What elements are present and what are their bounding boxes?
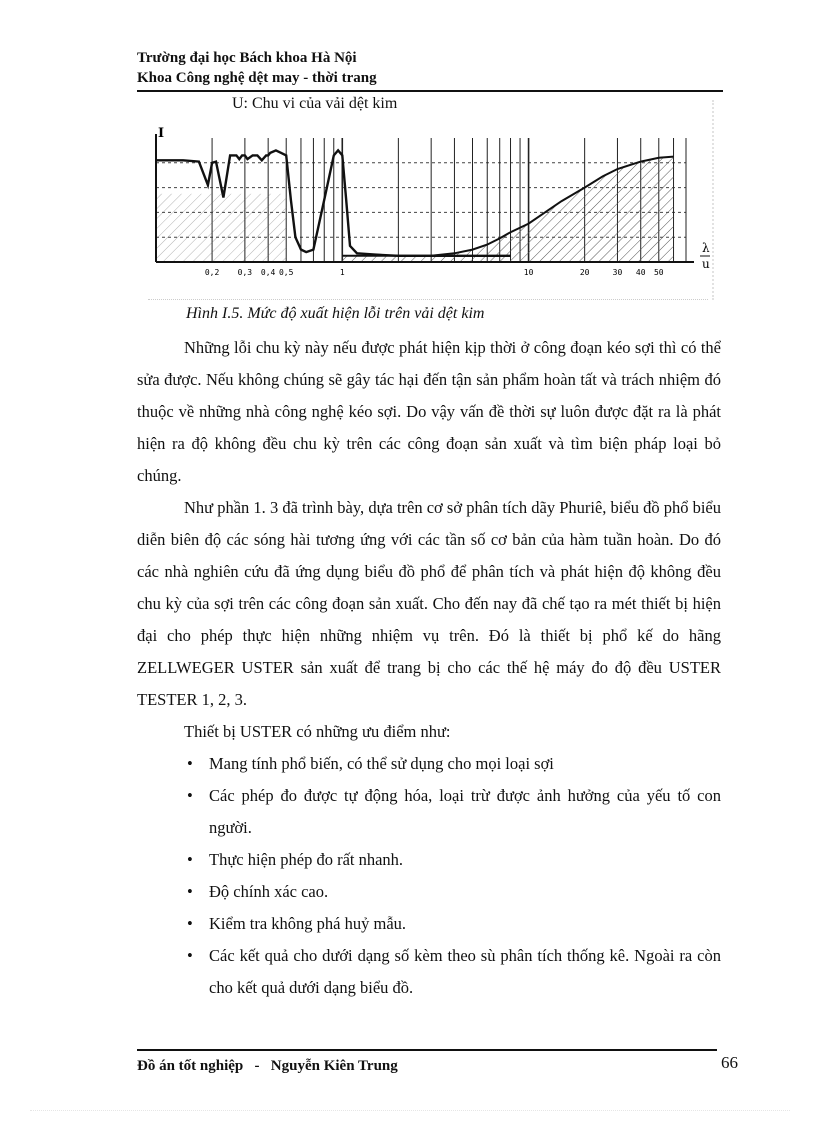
bullet-icon: • [187, 882, 193, 901]
tick-label: 30 [612, 268, 623, 277]
x-axis-label: u [702, 257, 710, 271]
footer-rule [137, 1049, 717, 1051]
scan-margin-noise [712, 100, 724, 300]
list-item: • Độ chính xác cao. [137, 876, 721, 908]
scan-bottom-noise [30, 1110, 790, 1111]
hatched-area [342, 157, 673, 262]
header-university: Trường đại học Bách khoa Hà Nội [137, 50, 357, 66]
page-number: 66 [721, 1053, 738, 1072]
bullet-icon: • [187, 850, 193, 869]
page-header [137, 48, 723, 88]
symbol-definition: U: Chu vi của vải dệt kim [232, 95, 398, 112]
list-item: • Mang tính phổ biến, có thể sử dụng cho mọi loại sợi [137, 748, 721, 780]
tick-label: 50 [653, 268, 664, 277]
list-item: • Thực hiện phép đo rất nhanh. [137, 844, 721, 876]
footer-author: Nguyễn Kiên Trung [270, 1058, 398, 1074]
header-rule [137, 90, 723, 92]
body-text [137, 332, 721, 1004]
tick-label: 20 [579, 268, 590, 277]
uster-intro: Thiết bị USTER có những ưu điểm như: [184, 722, 451, 741]
x-axis-label: λ [702, 241, 710, 255]
footer-separator: - [254, 1058, 260, 1074]
figure-chart [150, 126, 710, 286]
bullet-icon: • [187, 786, 193, 805]
list-item: • Các phép đo được tự động hóa, loại trừ được ảnh hưởng của yếu tố con người. [137, 780, 721, 844]
hatched-area [156, 194, 286, 262]
tick-label: 40 [635, 268, 646, 277]
spectrogram-chart [150, 126, 710, 286]
tick-label: 1 [339, 268, 345, 277]
tick-label: 0,4 [260, 268, 276, 277]
tick-label: 0,2 [204, 268, 220, 277]
advantages-list [137, 748, 721, 1004]
bullet-icon: • [187, 754, 193, 773]
paragraph-1: Những lỗi chu kỳ này nếu được phát hiện kịp thời ở công đoạn kéo sợi thì có thể sửa được. Nếu không chúng sẽ gây tác hại đến tận sản phẩm hoàn tất và trách nhiệm đó thuộc về những nhà công nghệ kéo sợi. Do vậy vấn đề thời sự luôn được đặt ra là phát hiện ra độ không đều chu kỳ trên các công đoạn sản xuất và tìm biện pháp loại bỏ chúng. [137, 338, 721, 485]
footer-project: Đồ án tốt nghiệp [137, 1058, 244, 1074]
list-item: • Kiểm tra không phá huỷ mẫu. [137, 908, 721, 940]
bullet-icon: • [187, 946, 193, 965]
tick-label: 0,5 [278, 268, 294, 277]
list-item: • Các kết quả cho dưới dạng số kèm theo sù phân tích thống kê. Ngoài ra còn cho kết quả dưới dạng biểu đồ. [137, 940, 721, 1004]
tick-label: 10 [523, 268, 534, 277]
y-axis-label: I [158, 126, 165, 141]
figure-caption: Hình I.5. Mức độ xuất hiện lỗi trên vải dệt kim [186, 305, 485, 322]
page-footer [137, 1056, 398, 1076]
header-faculty: Khoa Công nghệ dệt may - thời trang [137, 70, 377, 86]
paragraph-2: Như phần 1. 3 đã trình bày, dựa trên cơ sở phân tích dãy Phuriê, biểu đồ phổ biểu diễn biên độ các sóng hài tương ứng với các tần số cơ bản của hàm tuần hoàn. Do đó các nhà nghiên cứu đã ứng dụng biểu đồ phổ để phân tích và phát hiện độ không đều chu kỳ của sợi trên các công đoạn sản xuất. Cho đến nay đã chế tạo ra mét thiết bị hiện đại cho phép thực hiện những nhiệm vụ trên. Đó là thiết bị phổ kế do hãng ZELLWEGER USTER sản xuất để trang bị cho các thế hệ máy đo độ đều USTER TESTER 1, 2, 3. [137, 498, 721, 709]
bullet-icon: • [187, 914, 193, 933]
tick-label: 0,3 [237, 268, 253, 277]
figure-divider [148, 299, 708, 300]
